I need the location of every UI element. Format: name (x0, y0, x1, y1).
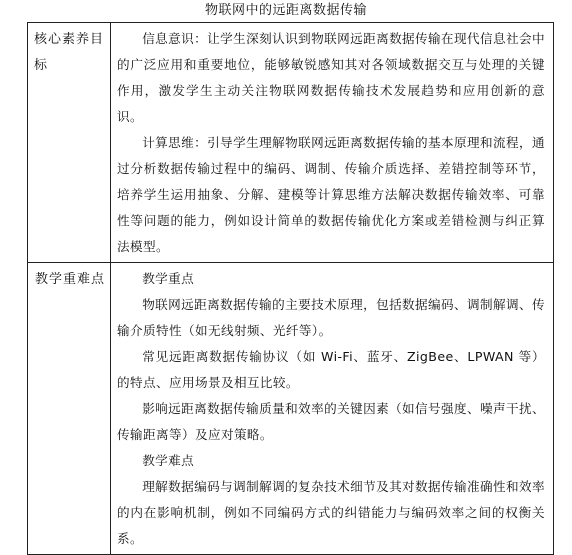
key-point-item: 常见远距离数据传输协议（如 Wi-Fi、蓝牙、ZigBee、LPWAN 等）的特点、应用场景及相互比较。 (117, 349, 545, 390)
document-title: 物联网中的远距离数据传输 (204, 3, 367, 18)
difficult-point-item: 理解数据编码与调制解调的复杂技术细节及其对数据传输准确性和效率的内在影响机制，例如不同编码方式的纠错能力与编码效率之间的权衡关系。 (117, 479, 545, 546)
subheading-key-points: 教学重点 (142, 271, 195, 286)
table-row (28, 263, 554, 555)
row-label-key-difficult-points: 教学重难点 (28, 263, 111, 555)
paragraph-information-awareness: 信息意识：让学生深刻认识到物联网远距离数据传输在现代信息社会中的广泛应用和重要地位，能够敏锐感知其对各领域数据交互与处理的关键作用，激发学生主动关注物联网数据传输技术发展趋势和应用创新的意识。 (117, 31, 545, 124)
row-content-core-literacy (111, 23, 554, 263)
lesson-plan-table (27, 22, 554, 555)
subheading-difficult-points: 教学难点 (142, 453, 195, 468)
key-point-item: 影响远距离数据传输质量和效率的关键因素（如信号强度、噪声干扰、传输距离等）及应对策略。 (117, 401, 545, 442)
table-row (28, 23, 554, 263)
row-content-key-difficult-points (111, 263, 554, 555)
key-point-item: 物联网远距离数据传输的主要技术原理，包括数据编码、调制解调、传输介质特性（如无线射频、光纤等）。 (117, 297, 545, 338)
paragraph-computational-thinking: 计算思维：引导学生理解物联网远距离数据传输的基本原理和流程，通过分析数据传输过程中的编码、调制、传输介质选择、差错控制等环节，培养学生运用抽象、分解、建模等计算思维方法解决数据传输效率、可靠性等问题的能力，例如设计简单的数据传输优化方案或差错检测与纠正算法模型。 (117, 135, 545, 254)
row-label-core-literacy: 核心素养目标 (28, 23, 111, 263)
